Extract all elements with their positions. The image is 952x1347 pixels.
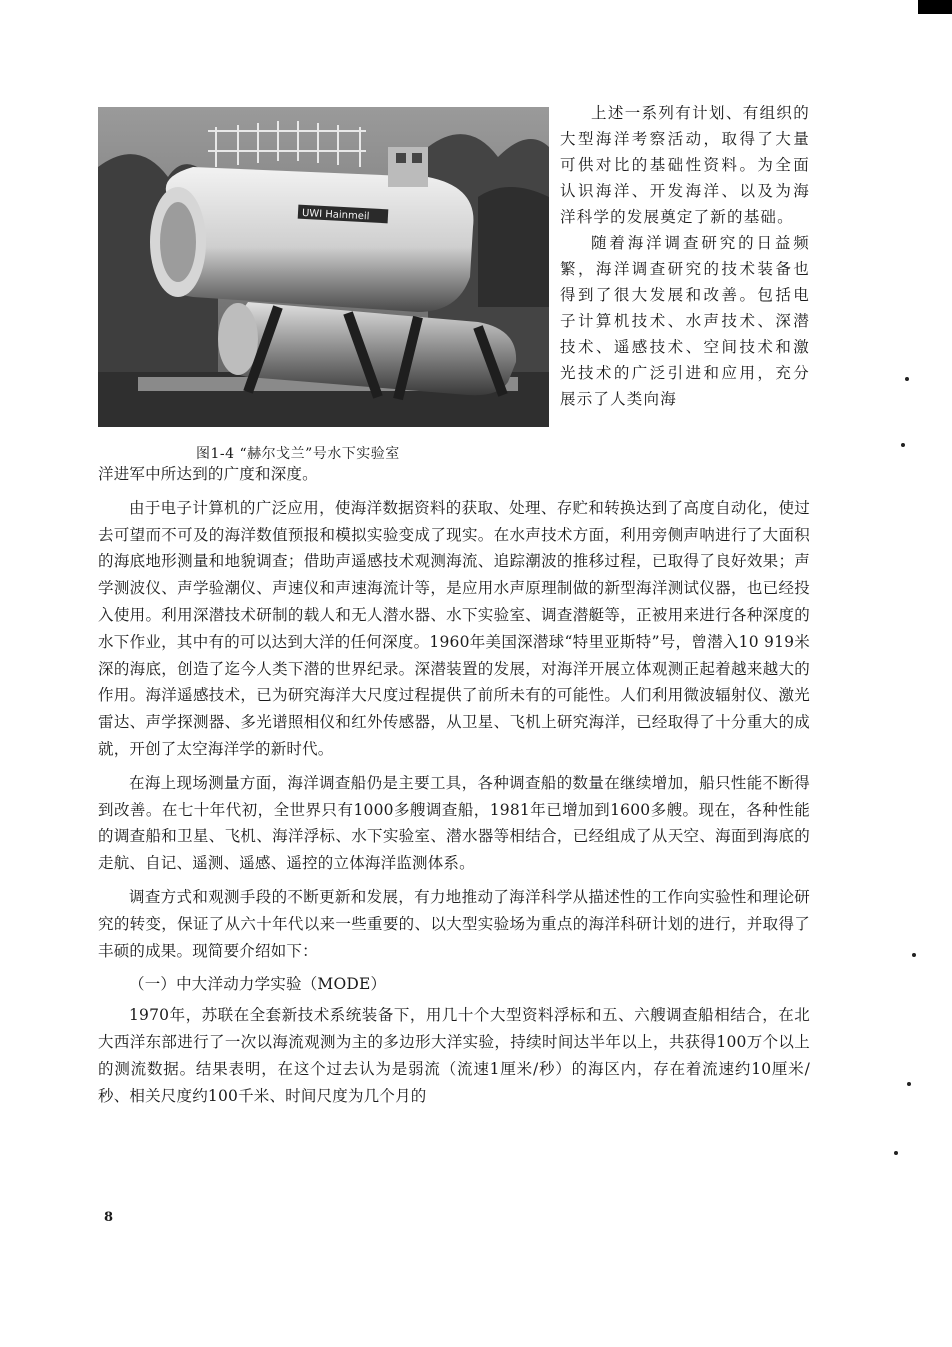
body-paragraph: 1970年，苏联在全套新技术系统装备下，用几十个大型资料浮标和五、六艘调查船相结合，在北大西洋东部进行了一次以海流观测为主的多边形大洋实验，持续时间达半年以上，共获得100万个以上的测流数据。结果表明，在这个过去认为是弱流（流速1厘米/秒）的海区内，存在着流速约10厘米/秒、相关尺度约100千米、时间尺度为几个月的 [98,1006,810,1105]
page-number: 8 [104,1210,114,1225]
section-heading: （一）中大洋动力学实验（MODE） [129,975,387,994]
hull-label: UWI Hainmeil [301,207,370,223]
scan-corner-mark [918,0,952,14]
body-text [98,461,810,1116]
side-column [560,100,810,412]
scan-speck [905,377,909,381]
body-paragraph: 调查方式和观测手段的不断更新和发展，有力地推动了海洋科学从描述性的工作向实验性和理论研究的转变，保证了从六十年代以来一些重要的、以大型实验场为重点的海洋科研计划的进行，并取得了丰硕的成果。现简要介绍如下： [98,887,810,960]
scan-speck [901,443,905,447]
continuation-line: 洋进军中所达到的广度和深度。 [98,465,318,483]
scan-speck [894,1151,898,1155]
body-paragraph: 在海上现场测量方面，海洋调查船仍是主要工具，各种调查船的数量在继续增加，船只性能不断得到改善。在七十年代初，全世界只有1000多艘调查船，1981年已增加到1600多艘。现在，各种性能的调查船和卫星、飞机、海洋浮标、水下实验室、潜水器等相结合，已经组成了从天空、海面到海底的走航、自记、遥测、遥感、遥控的立体海洋监测体系。 [98,773,810,873]
body-paragraph: 由于电子计算机的广泛应用，使海洋数据资料的获取、处理、存贮和转换达到了高度自动化，使过去可望而不可及的海洋数值预报和模拟实验变成了现实。在水声技术方面，利用旁侧声呐进行了大面积的海底地形测量和地貌调查；借助声遥感技术观测海流、追踪潮波的推移过程，已取得了良好效果；声学测波仪、声学验潮仪、声速仪和声速海流计等，是应用水声原理制做的新型海洋测试仪器，也已经投入使用。利用深潜技术研制的载人和无人潜水器、水下实验室、调查潜艇等，正被用来进行各种深度的水下作业，其中有的可以达到大洋的任何深度。1960年美国深潜球“特里亚斯特”号，曾潜入10 919米深的海底，创造了迄今人类下潜的世界纪录。深潜装置的发展，对海洋开展立体观测正起着越来越大的作用。海洋遥感技术，已为研究海洋大尺度过程提供了前所未有的可能性。人们利用微波辐射仪、激光雷达、声学探测器、多光谱照相仪和红外传感器，从卫星、飞机上研究海洋，已经取得了十分重大的成就，开创了太空海洋学的新时代。 [98,498,810,758]
side-paragraph: 上述一系列有计划、有组织的大型海洋考察活动，取得了大量可供对比的基础性资料。为全面认识海洋、开发海洋、以及为海洋科学的发展奠定了新的基础。 [560,104,810,226]
side-paragraph: 随着海洋调查研究的日益频繁，海洋调查研究的技术装备也得到了很大发展和改善。包括电子计算机技术、水声技术、深潜技术、遥感技术、空间技术和激光技术的广泛引进和应用，充分展示了人类向海 [560,234,810,408]
scan-speck [907,1082,911,1086]
figure-caption: 图1-4 “赫尔戈兰”号水下实验室 [196,446,400,462]
scan-speck [912,953,916,957]
photo-illustration [98,107,549,427]
underwater-lab-photo [98,107,549,427]
